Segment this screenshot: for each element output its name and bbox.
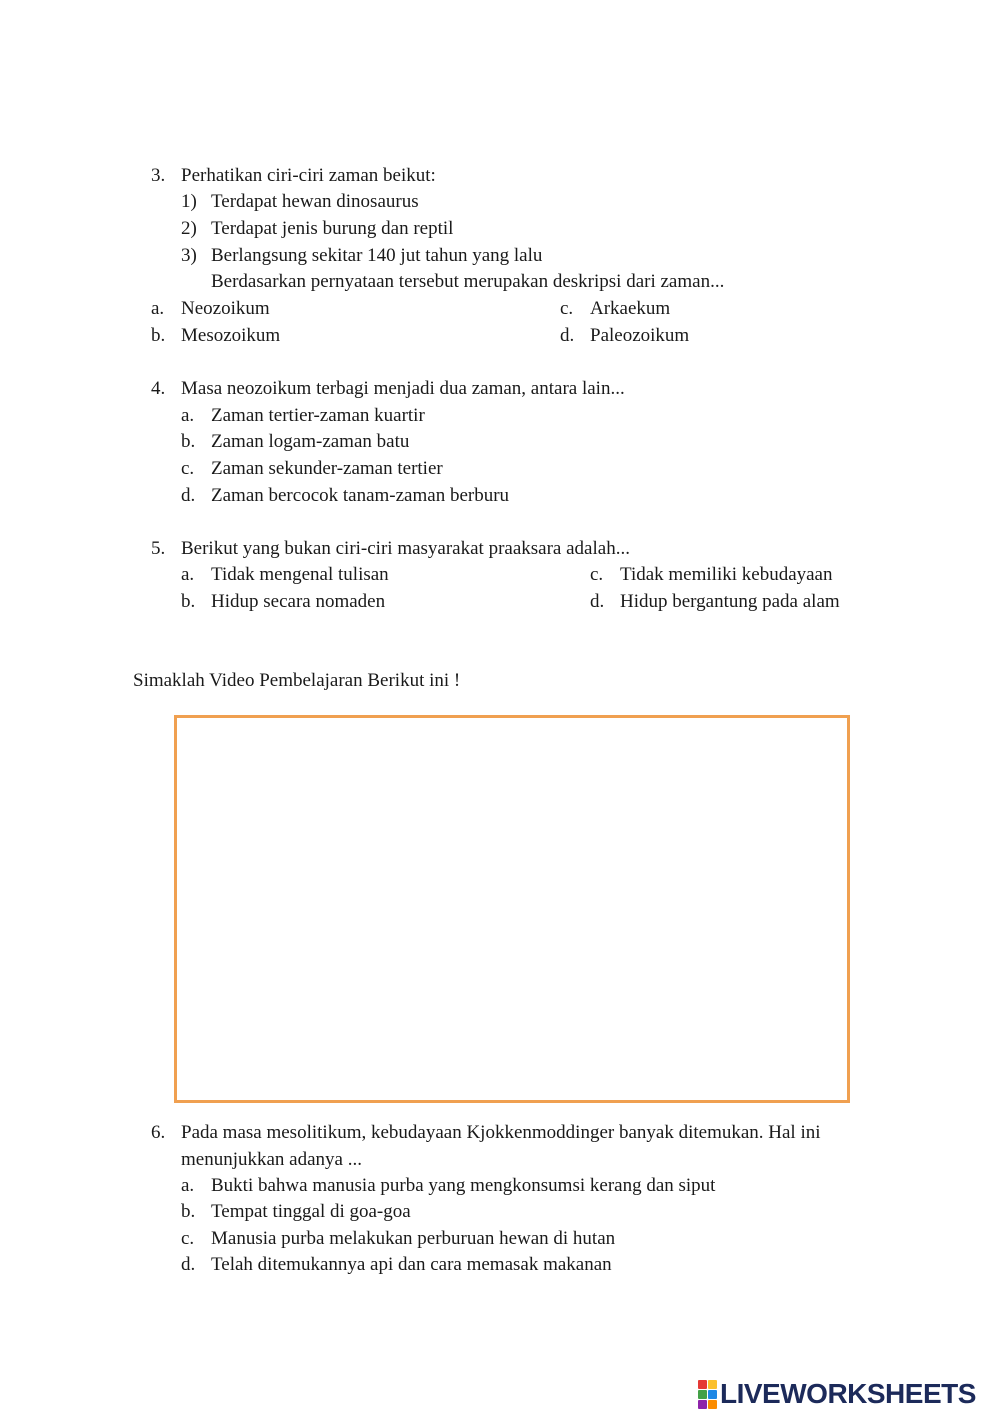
video-player[interactable] bbox=[174, 715, 850, 1103]
video-instruction: Simaklah Video Pembelajaran Berikut ini ! bbox=[133, 670, 461, 691]
option-letter[interactable]: a. bbox=[181, 1175, 195, 1196]
option-letter[interactable]: c. bbox=[181, 458, 195, 479]
question-number: 5. bbox=[151, 538, 166, 559]
option-letter[interactable]: a. bbox=[181, 405, 195, 426]
statement-text: Berlangsung sekitar 140 jut tahun yang lalu bbox=[211, 245, 543, 266]
logo-square bbox=[698, 1380, 707, 1389]
logo-square bbox=[708, 1380, 717, 1389]
question-text: Pada masa mesolitikum, kebudayaan Kjokkenmoddinger banyak ditemukan. Hal ini bbox=[181, 1122, 821, 1143]
option-d[interactable]: Hidup bergantung pada alam bbox=[620, 591, 840, 612]
statement-number: 2) bbox=[181, 218, 197, 239]
option-letter[interactable]: c. bbox=[181, 1228, 195, 1249]
option-letter[interactable]: b. bbox=[151, 325, 166, 346]
option-letter[interactable]: d. bbox=[181, 1254, 196, 1275]
option-letter[interactable]: d. bbox=[181, 485, 196, 506]
option-b[interactable]: Mesozoikum bbox=[181, 325, 281, 346]
option-letter[interactable]: b. bbox=[181, 1201, 196, 1222]
option-b[interactable]: Zaman logam-zaman batu bbox=[211, 431, 410, 452]
option-a[interactable]: Zaman tertier-zaman kuartir bbox=[211, 405, 425, 426]
logo-wordmark: LIVEWORKSHEETS bbox=[720, 1378, 976, 1409]
question-text: Berikut yang bukan ciri-ciri masyarakat praaksara adalah... bbox=[181, 538, 630, 559]
option-b[interactable]: Tempat tinggal di goa-goa bbox=[211, 1201, 411, 1222]
option-a[interactable]: Tidak mengenal tulisan bbox=[211, 564, 389, 585]
option-a[interactable]: Neozoikum bbox=[181, 298, 270, 319]
option-c[interactable]: Zaman sekunder-zaman tertier bbox=[211, 458, 443, 479]
question-conclusion: Berdasarkan pernyataan tersebut merupakan deskripsi dari zaman... bbox=[211, 271, 725, 292]
logo-square bbox=[698, 1390, 707, 1399]
option-letter[interactable]: c. bbox=[560, 298, 574, 319]
option-d[interactable]: Paleozoikum bbox=[590, 325, 690, 346]
question-number: 4. bbox=[151, 378, 166, 399]
option-d[interactable]: Telah ditemukannya api dan cara memasak makanan bbox=[211, 1254, 612, 1275]
statement-text: Terdapat hewan dinosaurus bbox=[211, 191, 419, 212]
option-letter[interactable]: b. bbox=[181, 431, 196, 452]
question-number: 6. bbox=[151, 1122, 166, 1143]
option-letter[interactable]: b. bbox=[181, 591, 196, 612]
statement-text: Terdapat jenis burung dan reptil bbox=[211, 218, 454, 239]
liveworksheets-logo[interactable] bbox=[698, 1378, 976, 1410]
option-c[interactable]: Tidak memiliki kebudayaan bbox=[620, 564, 833, 585]
logo-square bbox=[698, 1400, 707, 1409]
question-text: Perhatikan ciri-ciri zaman beikut: bbox=[181, 165, 436, 186]
question-number: 3. bbox=[151, 165, 166, 186]
logo-square bbox=[708, 1390, 717, 1399]
option-a[interactable]: Bukti bahwa manusia purba yang mengkonsumsi kerang dan siput bbox=[211, 1175, 716, 1196]
question-text: Masa neozoikum terbagi menjadi dua zaman, antara lain... bbox=[181, 378, 625, 399]
logo-mark-icon bbox=[698, 1380, 717, 1409]
statement-number: 3) bbox=[181, 245, 197, 266]
option-letter[interactable]: c. bbox=[590, 564, 604, 585]
option-b[interactable]: Hidup secara nomaden bbox=[211, 591, 386, 612]
option-letter[interactable]: a. bbox=[151, 298, 165, 319]
option-c[interactable]: Manusia purba melakukan perburuan hewan di hutan bbox=[211, 1228, 616, 1249]
option-letter[interactable]: a. bbox=[181, 564, 195, 585]
statement-number: 1) bbox=[181, 191, 197, 212]
question-text-continued: menunjukkan adanya ... bbox=[181, 1149, 362, 1170]
option-letter[interactable]: d. bbox=[590, 591, 605, 612]
option-c[interactable]: Arkaekum bbox=[590, 298, 671, 319]
option-letter[interactable]: d. bbox=[560, 325, 575, 346]
logo-square bbox=[708, 1400, 717, 1409]
option-d[interactable]: Zaman bercocok tanam-zaman berburu bbox=[211, 485, 510, 506]
